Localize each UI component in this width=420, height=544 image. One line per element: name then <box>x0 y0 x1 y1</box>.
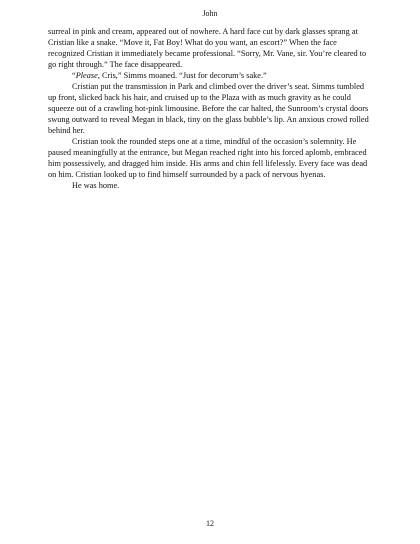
text-segment: He was home. <box>72 181 120 190</box>
body-text <box>48 26 374 191</box>
running-head: John <box>202 9 218 18</box>
text-segment: Cristian took the rounded steps one at a time, mindful of the occasion’s solemnity. He paused meaningfully at the entrance, but Megan reached right into his forced aplomb, embraced him possessively, and dragged him inside. His arms and chin fell lifelessly. Every face was dead on him. Cristian looked up to find himself surrounded by a pack of nervous hyenas. <box>48 137 368 179</box>
text-segment: surreal in pink and cream, appeared out of nowhere. A hard face cut by dark glasses sprang at Cristian like a snake. “Move it, Fat Boy! What do you want, an escort?” When the face recognized Cristian it immediately became professional. “Sorry, Mr. Vane, sir. You’re cleared to go right through.” The face disappeared. <box>48 27 367 69</box>
italic-text-segment: Please <box>75 71 98 80</box>
paragraph-2 <box>48 70 374 81</box>
text-segment: Cristian put the transmission in Park and climbed over the driver’s seat. Simms tumbled up front, slicked back his hair, and cruised up to the Plaza with as much gravity as he could squeeze out of a crawling hot-pink limousine. Before the car halted, the Sunroom’s crystal doors swung outward to reveal Megan in black, tiny on the glass bubble’s lip. An anxious crowd rolled behind her. <box>48 82 369 135</box>
text-segment: , Cris,” Simms moaned. “Just for decorum’s sake.” <box>97 71 267 80</box>
paragraph-1 <box>48 26 374 70</box>
text-segment: “ <box>72 71 76 80</box>
paragraph-4 <box>48 136 374 180</box>
paragraph-3 <box>48 81 374 136</box>
paragraph-5 <box>48 180 374 191</box>
page-number: 12 <box>206 519 214 528</box>
